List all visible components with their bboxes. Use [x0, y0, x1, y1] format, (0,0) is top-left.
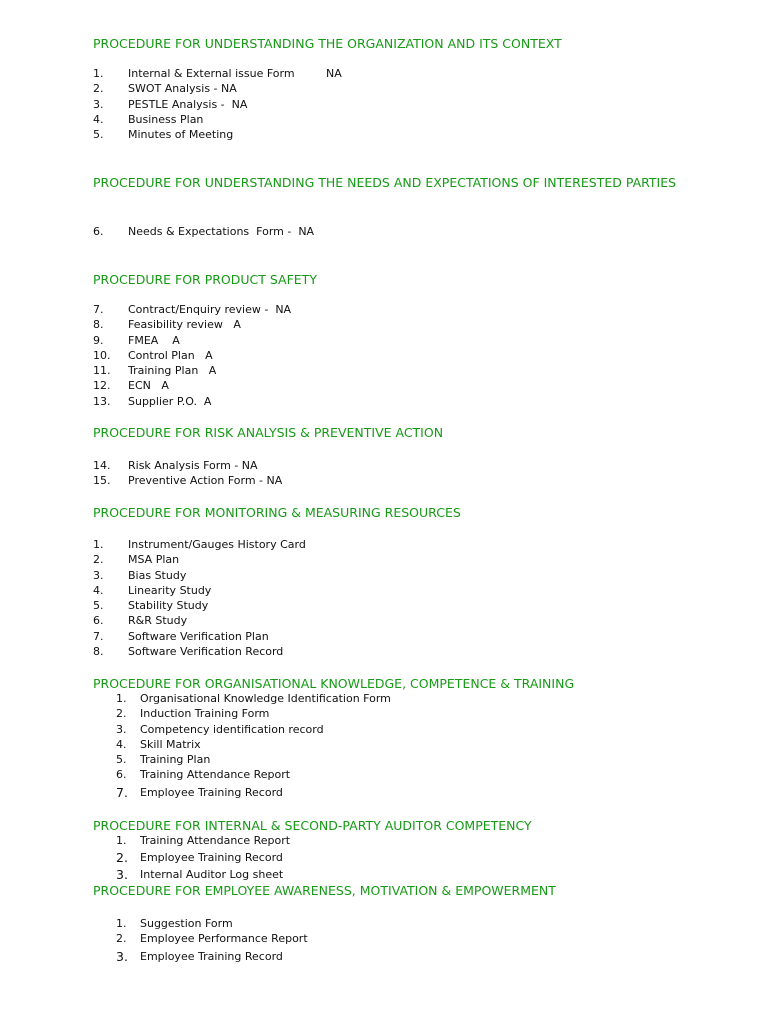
item-number: 3.: [93, 568, 104, 582]
item-number: 10.: [93, 348, 111, 362]
section-heading-auditor-competency: PROCEDURE FOR INTERNAL & SECOND-PARTY AUDITOR COMPETENCY: [93, 818, 532, 833]
item-number: 5.: [93, 128, 104, 142]
item-text: Training Plan: [140, 753, 211, 767]
item-text: Software Verification Record: [128, 645, 284, 659]
item-text: Employee Training Record: [140, 785, 283, 799]
item-number: 15.: [93, 474, 111, 488]
item-text: Feasibility review A: [128, 318, 241, 332]
item-text: Software Verification Plan: [128, 629, 269, 643]
section-heading-risk-analysis: PROCEDURE FOR RISK ANALYSIS & PREVENTIVE ACTION: [93, 425, 444, 440]
item-text: Bias Study: [128, 568, 187, 582]
item-number: 5.: [116, 753, 127, 767]
item-text: Suggestion Form: [140, 917, 233, 930]
section-heading-monitoring-resources: PROCEDURE FOR MONITORING & MEASURING RESOURCES: [93, 505, 461, 520]
section-heading-employee-awareness: PROCEDURE FOR EMPLOYEE AWARENESS, MOTIVATION & EMPOWERMENT: [93, 883, 556, 898]
section-heading-product-safety: PROCEDURE FOR PRODUCT SAFETY: [93, 272, 317, 287]
item-text: Control Plan A: [128, 348, 213, 362]
item-number: 2.: [116, 932, 127, 946]
item-number: 6.: [93, 225, 104, 238]
item-number: 2.: [116, 850, 128, 866]
item-text: Induction Training Form: [140, 707, 270, 721]
item-text: MSA Plan: [128, 553, 180, 567]
item-number: 3.: [116, 867, 128, 883]
item-number: 2.: [116, 707, 127, 721]
item-text: Competency identification record: [140, 722, 324, 736]
item-text: Internal & External issue Form NA: [128, 67, 342, 80]
item-number: 1.: [93, 67, 104, 80]
item-number: 5.: [93, 599, 104, 613]
item-text: Contract/Enquiry review - NA: [128, 303, 292, 316]
item-text: SWOT Analysis - NA: [128, 82, 237, 96]
item-text: Risk Analysis Form - NA: [128, 459, 258, 472]
item-text: Employee Performance Report: [140, 932, 308, 946]
item-number: 4.: [116, 737, 127, 751]
item-number: 1.: [116, 834, 127, 847]
item-number: 4.: [93, 112, 104, 126]
item-text: PESTLE Analysis - NA: [128, 97, 248, 111]
item-number: 1.: [116, 917, 127, 930]
section-heading-knowledge-training: PROCEDURE FOR ORGANISATIONAL KNOWLEDGE, COMPETENCE & TRAINING: [93, 676, 575, 691]
item-number: 2.: [93, 82, 104, 96]
item-number: 11.: [93, 364, 111, 378]
item-number: 13.: [93, 394, 111, 408]
item-text: Instrument/Gauges History Card: [128, 538, 306, 551]
item-number: 7.: [116, 784, 128, 800]
item-text: Needs & Expectations Form - NA: [128, 225, 315, 238]
item-text: FMEA A: [128, 333, 180, 347]
item-text: Internal Auditor Log sheet: [140, 868, 284, 882]
item-text: Preventive Action Form - NA: [128, 474, 283, 488]
item-number: 7.: [93, 303, 104, 316]
item-number: 3.: [116, 722, 127, 736]
item-number: 1.: [93, 538, 104, 551]
item-number: 4.: [93, 583, 104, 597]
item-text: Training Plan A: [128, 364, 217, 378]
item-number: 1.: [116, 692, 127, 705]
item-text: Skill Matrix: [140, 737, 201, 751]
item-number: 2.: [93, 553, 104, 567]
item-text: Linearity Study: [128, 583, 212, 597]
item-text: Organisational Knowledge Identification Form: [140, 692, 391, 705]
item-text: Training Attendance Report: [140, 768, 291, 782]
item-number: 14.: [93, 459, 111, 472]
item-number: 6.: [116, 768, 127, 782]
section-heading-interested-parties: PROCEDURE FOR UNDERSTANDING THE NEEDS AND EXPECTATIONS OF INTERESTED PARTIES: [93, 175, 677, 190]
item-text: Employee Training Record: [140, 851, 283, 865]
item-number: 8.: [93, 645, 104, 659]
item-text: Business Plan: [128, 112, 204, 126]
item-text: Employee Training Record: [140, 949, 283, 963]
item-text: ECN A: [128, 379, 169, 393]
item-text: Stability Study: [128, 599, 209, 613]
item-number: 12.: [93, 379, 111, 393]
item-number: 6.: [93, 614, 104, 628]
section-heading-organization-context: PROCEDURE FOR UNDERSTANDING THE ORGANIZATION AND ITS CONTEXT: [93, 36, 562, 51]
item-number: 9.: [93, 333, 104, 347]
item-number: 3.: [116, 948, 128, 964]
item-text: Training Attendance Report: [140, 834, 291, 847]
item-text: Minutes of Meeting: [128, 128, 234, 142]
item-number: 8.: [93, 318, 104, 332]
item-number: 7.: [93, 629, 104, 643]
item-text: R&R Study: [128, 614, 188, 628]
item-number: 3.: [93, 97, 104, 111]
item-text: Supplier P.O. A: [128, 394, 212, 408]
